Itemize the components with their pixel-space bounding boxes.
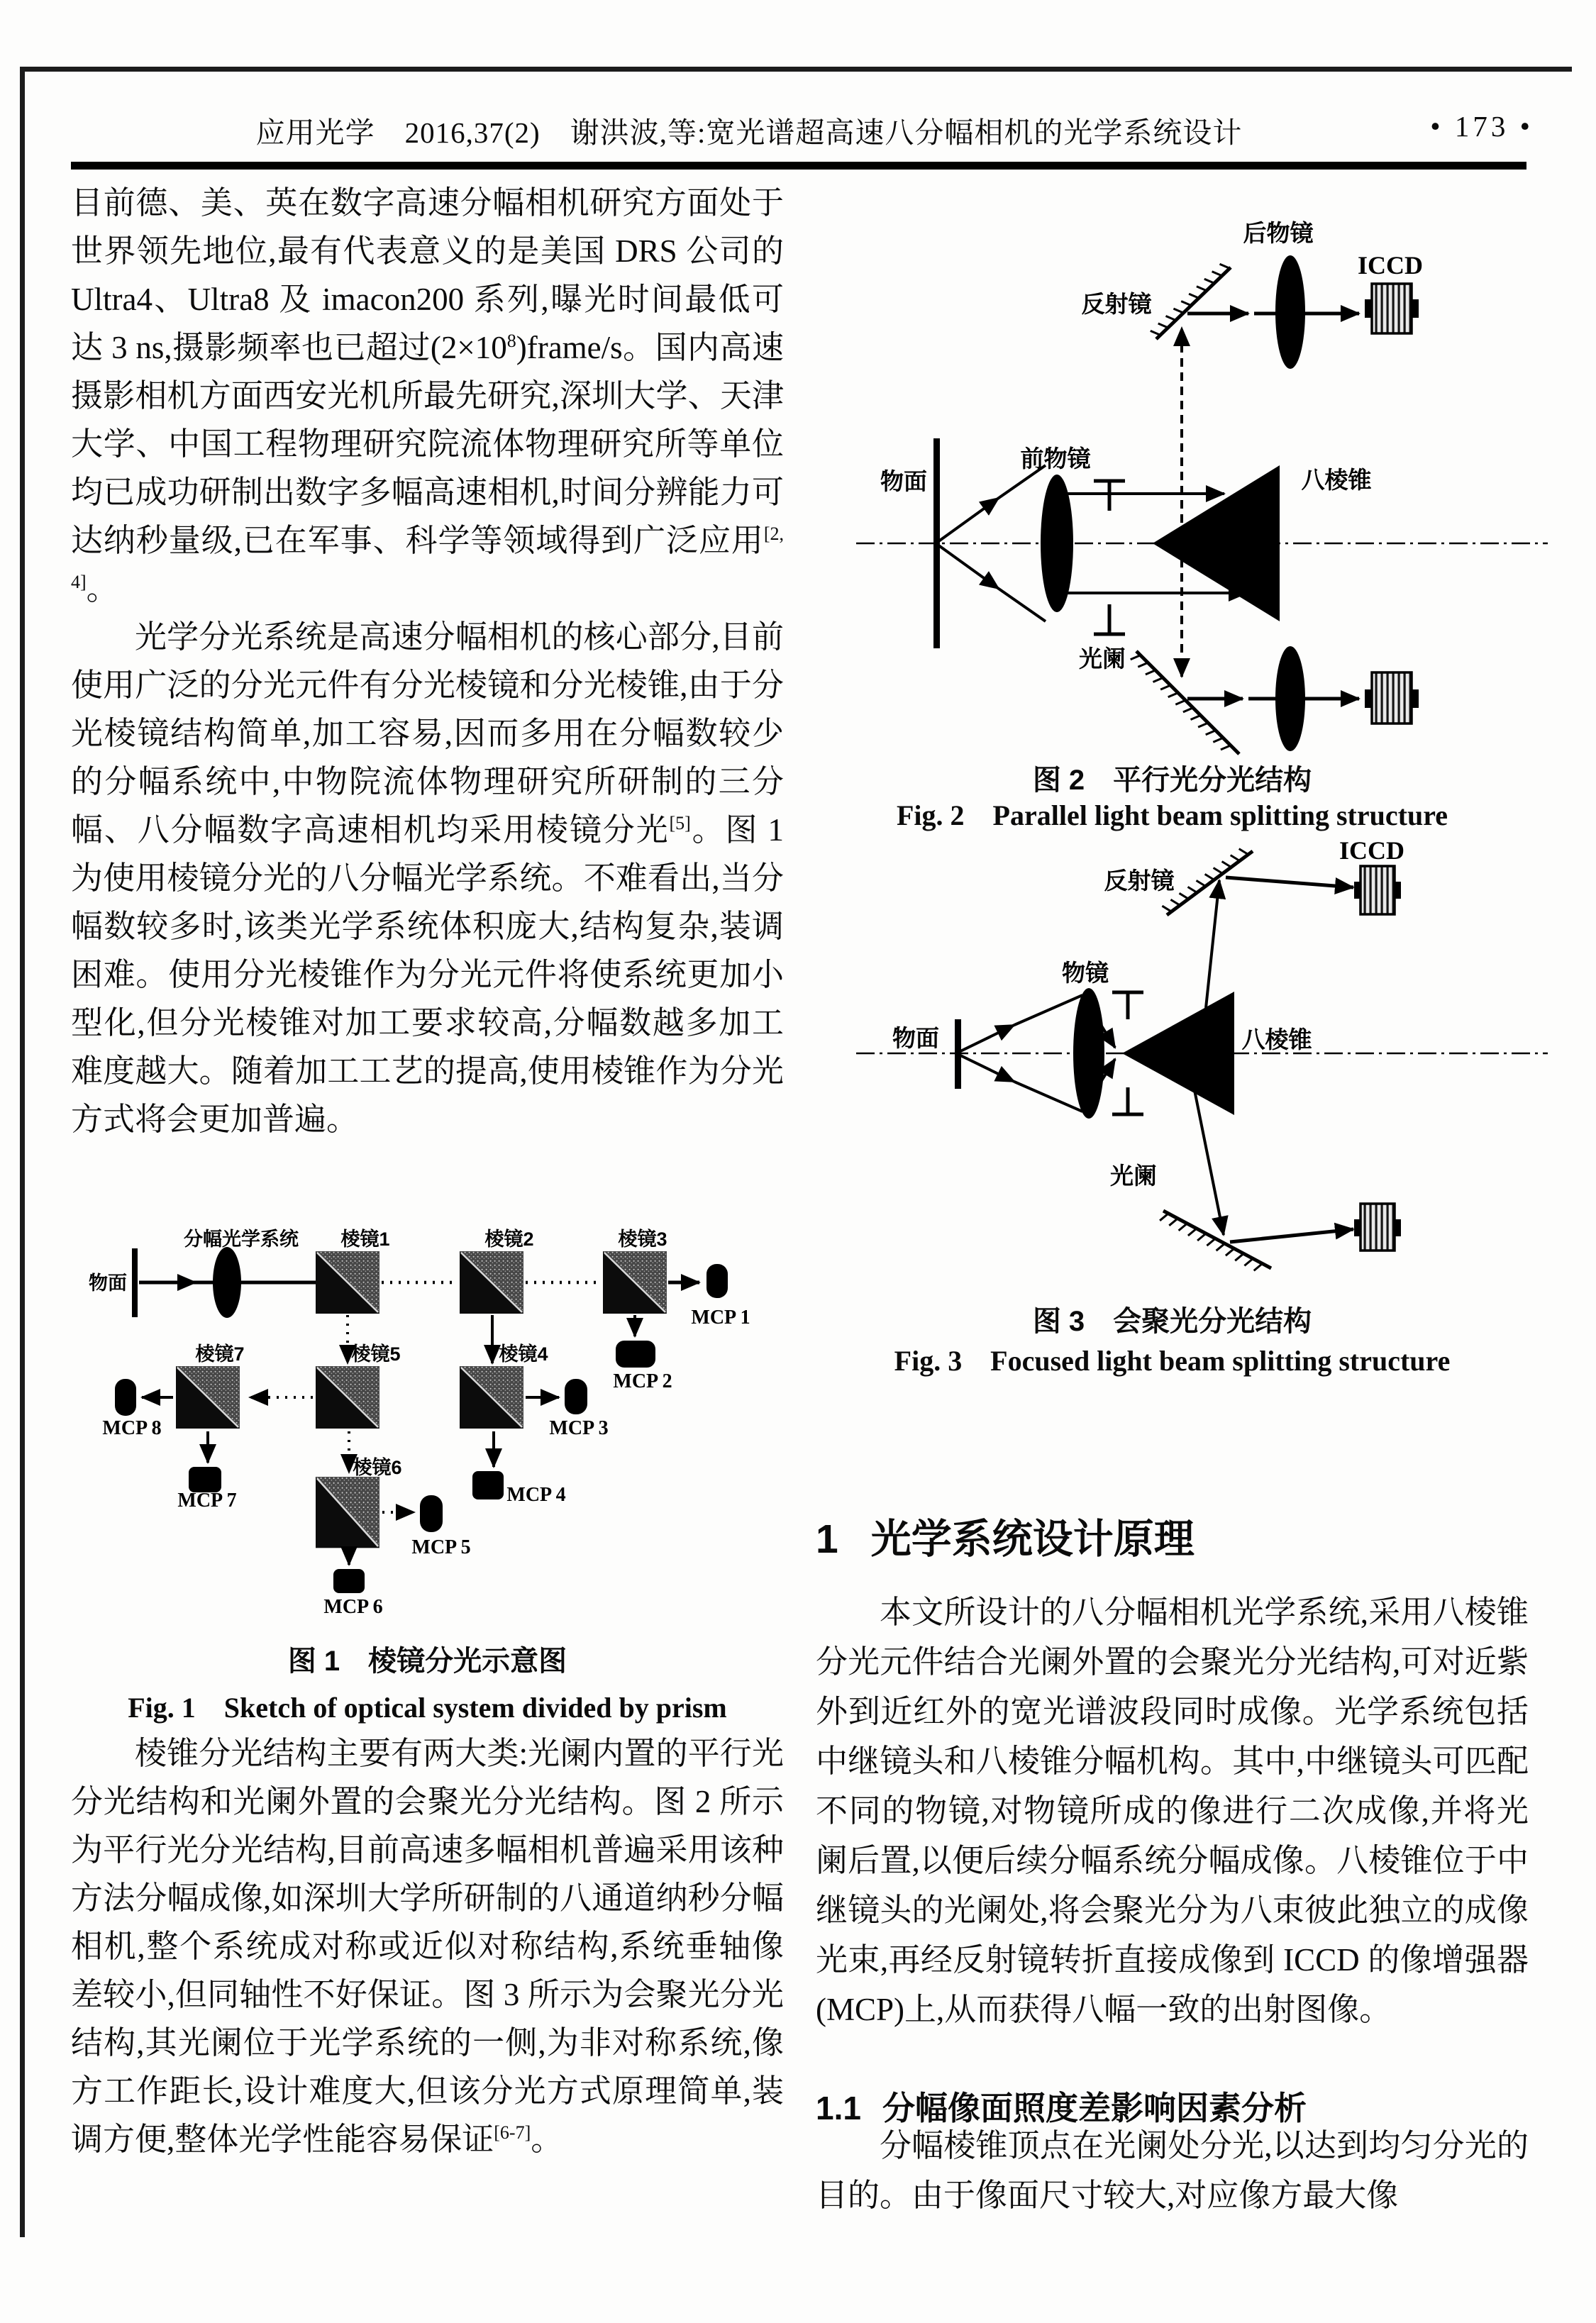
section-1-1-number: 1.1 bbox=[816, 2090, 861, 2127]
pyramid-icon bbox=[1153, 465, 1280, 621]
paragraph-design-principle: 本文所设计的八分幅相机光学系统,采用八棱锥分光元件结合光阑外置的会聚光分光结构,可对近紫外到近红外的宽光谱波段同时成像。光学系统包括中继镜头和八棱锥分幅机构。其中,中继镜头可匹配不同的物镜,对物镜所成的像进行二次成像,并将光阑后置,以便后续分幅系统分幅成像。八棱锥位于中继镜头的光阑处,将会聚光分为八束彼此独立的成像光束,再经反射镜转折直接成像到 ICCD 的像增强器(MCP)上,从而获得八幅一致的出射图像。 bbox=[816, 1595, 1529, 2027]
section-1-title: 光学系统设计原理 bbox=[870, 1517, 1195, 1562]
front-lens-icon bbox=[1041, 475, 1073, 612]
scan-edge-line-left bbox=[20, 67, 25, 2237]
figure2-caption-en: Fig. 2 Parallel light beam splitting structure bbox=[897, 799, 1448, 831]
iccd-detector-top bbox=[1361, 866, 1395, 914]
figure1-prism-splitting-diagram bbox=[71, 1229, 784, 1626]
figure3-focused-splitting-diagram bbox=[846, 833, 1558, 1294]
figure1-caption-zh: 图 1 棱镜分光示意图 bbox=[287, 1646, 567, 1677]
fig1-label-mcp5: MCP 5 bbox=[411, 1536, 471, 1558]
left-column-text-block-1 bbox=[71, 179, 784, 1143]
mcp5-detector bbox=[420, 1495, 443, 1532]
ray-line bbox=[999, 589, 1046, 621]
right-column-text-block-1 bbox=[816, 1587, 1529, 2034]
prism6-block bbox=[316, 1477, 379, 1548]
prism1-block bbox=[316, 1251, 379, 1314]
mcp1-detector bbox=[706, 1264, 728, 1298]
fig3-label-pyramid: 八棱锥 bbox=[1241, 1026, 1312, 1053]
ray-line bbox=[959, 1025, 1014, 1052]
mirror-hatching bbox=[1131, 655, 1231, 750]
beam-line bbox=[1230, 1229, 1353, 1242]
paragraph-splitting-systems: 光学分光系统是高速分幅相机的核心部分,目前使用广泛的分光元件有分光棱镜和分光棱锥,由于分光棱镜结构简单,加工容易,因而多用在分幅数较少的分幅系统中,中物院流体物理研究所研制的三分幅、八分幅数字高速相机均采用棱镜分光[5]。图 1 为使用棱镜分光的八分幅光学系统。不难看出,当分幅数较多时,该类光学系统体积庞大,结构复杂,装调困难。使用分光棱锥作为分光元件将使系统更加小型化,但分光棱锥对加工要求较高,分幅数越多加工难度越大。随着加工工艺的提高,使用棱锥作为分光方式将会更加普遍。 bbox=[71, 619, 784, 1137]
mirror-hatching bbox=[1151, 264, 1230, 335]
fig1-label-prism6: 棱镜6 bbox=[353, 1457, 402, 1478]
prism4-block bbox=[460, 1366, 523, 1429]
aperture-stop-marks bbox=[1094, 481, 1125, 634]
mirror-hatching bbox=[1160, 1214, 1263, 1271]
fig2-label-stop: 光阑 bbox=[1079, 645, 1126, 672]
iccd-detector-bottom bbox=[1372, 672, 1412, 723]
fig3-label-stop: 光阑 bbox=[1110, 1163, 1157, 1189]
fig1-label-mcp3: MCP 3 bbox=[549, 1417, 609, 1439]
ray-line bbox=[938, 498, 999, 542]
mcp8-detector bbox=[115, 1379, 136, 1416]
fig2-label-object-plane: 物面 bbox=[880, 468, 927, 494]
fig3-label-object-plane: 物面 bbox=[892, 1025, 939, 1051]
prism3-block bbox=[603, 1251, 667, 1314]
page-header bbox=[71, 109, 1526, 155]
header-rule bbox=[71, 162, 1526, 170]
mcp4-detector bbox=[472, 1471, 504, 1499]
mirror-hatching bbox=[1162, 849, 1248, 912]
fig3-label-iccd: ICCD bbox=[1339, 836, 1405, 865]
left-column-text-block-2 bbox=[71, 1729, 784, 2163]
ray-line bbox=[1014, 995, 1082, 1025]
prism2-block bbox=[460, 1251, 523, 1314]
paragraph-intro: 目前德、美、英在数字高速分幅相机研究方面处于世界领先地位,最有代表意义的是美国 DRS 公司的 Ultra4、Ultra8 及 imacon200 系列,曝光时间最低可达 3 ns,摄影频率也已超过$(2\times 10^8)frame/s$。国内高速摄影相机方面西安光机所最先研究,深圳大学、天津大学、中国工程物理研究院流体物理研究所等单位均已成功研制出数字多幅高速相机,时间分辨能力可达纳秒量级,已在军事、科学等领域得到广泛应用[2,4]。 bbox=[71, 185, 784, 606]
ray-line bbox=[938, 545, 999, 589]
paragraph-two-structures: 棱锥分光结构主要有两大类:光阑内置的平行光分光结构和光阑外置的会聚光分光结构。图 2 所示为平行光分光结构,目前高速多幅相机普遍采用该种方法分幅成像,如深圳大学所研制的八通道纳秒分幅相机,整个系统成对称或近似对称结构,系统垂轴像差较小,但同轴性不好保证。图 3 所示为会聚光分光结构,其光阑位于光学系统的一侧,为非对称系统,像方工作距长,设计难度大,但该分光方式原理简单,装调方便,整体光学性能容易保证[6-7]。 bbox=[71, 1736, 784, 2157]
fig1-label-prism1: 棱镜1 bbox=[340, 1229, 390, 1250]
fig1-label-prism2: 棱镜2 bbox=[484, 1229, 534, 1250]
figure2-caption-zh: 图 2 平行光分光结构 bbox=[1032, 765, 1312, 796]
fig3-label-lens: 物镜 bbox=[1062, 960, 1109, 986]
figure3-caption-zh: 图 3 会聚光分光结构 bbox=[1032, 1306, 1312, 1337]
mcp7-detector bbox=[189, 1467, 221, 1492]
scan-edge-line-top bbox=[20, 67, 1572, 72]
lens-icon bbox=[213, 1247, 241, 1318]
fig2-label-rear-lens: 后物镜 bbox=[1243, 220, 1314, 246]
fig1-label-object-plane: 物面 bbox=[89, 1273, 127, 1294]
fig1-label-prism4: 棱镜4 bbox=[499, 1343, 548, 1365]
fig1-label-prism7: 棱镜7 bbox=[195, 1343, 245, 1365]
figure2-parallel-splitting-diagram bbox=[846, 204, 1558, 765]
beam-line bbox=[1195, 1090, 1224, 1235]
fig2-label-pyramid: 八棱锥 bbox=[1301, 467, 1372, 493]
fig1-label-mcp4: MCP 4 bbox=[506, 1484, 566, 1506]
fig1-label-system: 分幅光学系统 bbox=[184, 1229, 299, 1250]
fig3-label-mirror: 反射镜 bbox=[1104, 867, 1175, 894]
fig1-label-mcp7: MCP 7 bbox=[177, 1490, 237, 1512]
prism5-block bbox=[316, 1366, 379, 1429]
header-journal-line: 应用光学 2016,37(2) 谢洪波,等:宽光谱超高速八分幅相机的光学系统设计 bbox=[255, 116, 1243, 149]
object-plane-bar bbox=[933, 438, 940, 648]
prism7-block bbox=[176, 1366, 240, 1429]
fig1-label-prism5: 棱镜5 bbox=[351, 1343, 401, 1365]
mcp2-detector bbox=[616, 1341, 655, 1368]
mirror-icon-bottom bbox=[1136, 651, 1239, 754]
pyramid-icon bbox=[1122, 992, 1234, 1115]
iccd-detector-bottom bbox=[1361, 1204, 1395, 1251]
figure1-caption-en: Fig. 1 Sketch of optical system divided by prism bbox=[128, 1692, 727, 1724]
ray-line bbox=[1014, 1082, 1082, 1111]
beam-line bbox=[1206, 880, 1219, 1008]
rear-lens-icon bbox=[1275, 255, 1305, 369]
fig2-label-front-lens: 前物镜 bbox=[1020, 445, 1091, 472]
right-column-text-block-2 bbox=[816, 2121, 1529, 2220]
section-1-1-title: 分幅像面照度差影响因素分析 bbox=[882, 2090, 1307, 2127]
header-page-number: • 173 • bbox=[1430, 110, 1534, 143]
fig1-label-prism3: 棱镜3 bbox=[618, 1229, 667, 1250]
fig1-label-mcp8: MCP 8 bbox=[102, 1417, 162, 1439]
figure3-caption-en: Fig. 3 Focused light beam splitting structure bbox=[894, 1345, 1451, 1377]
relay-lens-icon bbox=[1275, 646, 1305, 751]
fig1-label-mcp2: MCP 2 bbox=[613, 1370, 672, 1392]
iccd-detector-top bbox=[1372, 284, 1412, 333]
fig2-label-iccd: ICCD bbox=[1357, 251, 1424, 279]
paragraph-illuminance-analysis: 分幅棱锥顶点在光阑处分光,以达到均匀分光的目的。由于像面尺寸较大,对应像方最大像 bbox=[816, 2128, 1529, 2213]
beam-line bbox=[1226, 877, 1353, 887]
ray-line bbox=[959, 1055, 1014, 1082]
section-1-number: 1 bbox=[816, 1517, 838, 1562]
fig1-label-mcp1: MCP 1 bbox=[691, 1307, 750, 1329]
mcp3-detector bbox=[565, 1379, 587, 1414]
section-1-heading bbox=[816, 1507, 1195, 1565]
fig1-label-mcp6: MCP 6 bbox=[323, 1596, 383, 1618]
fig2-label-mirror: 反射镜 bbox=[1081, 291, 1152, 317]
object-plane-bar bbox=[132, 1248, 138, 1317]
mcp6-detector bbox=[333, 1569, 365, 1593]
